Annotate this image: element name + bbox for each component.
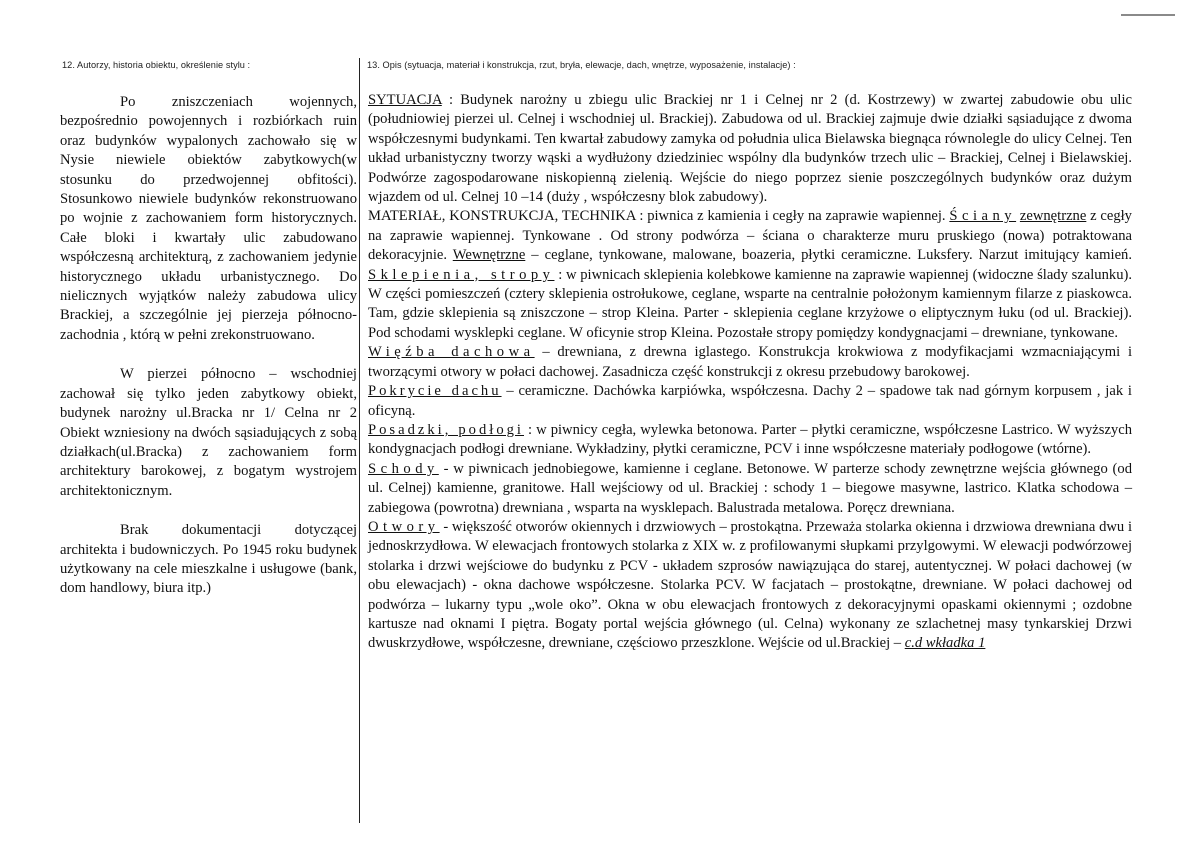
section-schody — [368, 460, 1132, 518]
schody-heading: Schody — [368, 460, 439, 477]
scan-edge-mark — [1121, 14, 1175, 16]
material-text-4: : w piwnicach sklepienia kolebkowe kamienne na zaprawie wapiennej (widoczne ślady szalunku). W części pomieszczeń (cztery sklepienia ostrołukowe, ceglane, wsparte na centralnie położonym kamiennym filarze z piaskowca. Tam, gdzie sklepienia są zniszczone – strop Kleina. Parter - sklepienia ceglane krzyżowe o eliptycznym łuku (od ul. Brackiej). Pod schodami wysklepki ceglane. W oficynie strop Kleina. Pozostałe stropy pomiędzy kondygnacjami – drewniane, tynkowane. — [368, 266, 1132, 341]
section-material — [368, 207, 1132, 343]
sciany-heading: Ściany — [949, 208, 1017, 225]
history-paragraph-1: Po zniszczeniach wojennych, bezpośrednio powojennych i rozbiórkach ruin oraz budynków wypalonych zachowało się w Nysie niewiele obiektów zabytkowych(w stosunku do przedwojennej obfitości). Stosunkowo niewiele budynków rekonstruowano po wojnie z zachowaniem form historycznych. Całe bloki i kwartały ulic zabudowano współczesną architekturą, z zachowaniem jedynie historycznego układu urbanistycznego. Do nielicznych wyjątków należy zabudowa ulicy Brackiej, a szczególnie jej pierzeja północno-zachodnia , którą w pełni zrekonstruowano. — [60, 94, 357, 343]
history-paragraph-3: Brak dokumentacji dotyczącej architekta i budowniczych. Po 1945 roku budynek użytkowany na cele mieszkalne i usługowe (bank, dom handlowy, biura itp.) — [60, 522, 357, 597]
sytuacja-text: : Budynek narożny u zbiegu ulic Brackiej nr 1 i Celnej nr 2 (d. Kostrzewy) w zwartej zabudowie obu ulic (południowiej pierzei ul. Celnej i wschodniej ul. Brackiej). Zabudowa od ul. Brackiej zajmuje dwie działki sąsiadujące z dwoma współczesnymi budynkami. Ten kwartał zabudowy zamyka od południa ulica Bielawska biegnąca równolegle do ulicy Celnej. Ten układ urbanistyczny tworzy wąski a wydłużony dziedziniec wspólny dla budynków trzech ulic – Brackiej, Celnej i Bielawskiej. Podwórze zagospodarowane niskopienną zielenią. Wejście do niego poprzez sienie poszczególnych budynków oraz dużym wjazdem od ul. Celnej 10 –14 (duży , współczesny blok zabudowy). — [368, 92, 1132, 206]
section-otwory — [368, 518, 1132, 654]
description-column — [368, 91, 1132, 654]
posadzki-text: : w piwnicy cegła, wylewka betonowa. Parter – płytki ceramiczne, współczesne Lastrico. W wyższych kondygnacjach podłogi drewniane. Wykładziny, płytki ceramiczne, PCV i inne współczesne materiały podłogowe (wtórne). — [368, 421, 1132, 458]
schody-text: - w piwnicach jednobiegowe, kamienne i ceglane. Betonowe. W parterze schody zewnętrzne wejścia głównego (od ul. Celnej) kamienne, granitowe. Hall wejściowy od ul. Brackiej : schody 1 – biegowe masywne, lastrico. Klatka schodowa – zabiegowa (powrotna) drewniana , wsparta na wysklepach. Balustrada metalowa. Poręcz drewniana. — [368, 460, 1132, 516]
sytuacja-heading: SYTUACJA — [368, 92, 442, 108]
column-divider — [359, 58, 360, 823]
pokrycie-heading: Pokrycie dachu — [368, 383, 502, 400]
section-pokrycie — [368, 382, 1132, 421]
wiezba-text: – drewniana, z drewna iglastego. Konstrukcja krokwiowa z modyfikacjami wzmacniającymi i tworzącymi otwory w połaci dachowej. Zasadnicza część konstrukcji z okresu przebudowy barokowej. — [368, 344, 1132, 380]
pokrycie-text: – ceramiczne. Dachówka karpiówka, współczesna. Dachy 2 – spadowe tak nad górnym korpusem , jak i oficyną. — [368, 383, 1132, 419]
right-column-header: 13. Opis (sytuacja, materiał i konstrukcja, rzut, bryła, elewacje, dach, wnętrze, wyposażenie, instalacje) : — [367, 60, 796, 70]
section-sytuacja — [368, 91, 1132, 207]
left-column-header: 12. Autorzy, historia obiektu, określenie stylu : — [62, 60, 251, 70]
material-heading: MATERIAŁ, KONSTRUKCJA, TECHNIKA : — [368, 208, 644, 225]
history-paragraph-2: W pierzei północno – wschodniej zachował się tylko jeden zabytkowy obiekt, budynek narożny ul.Bracka nr 1/ Celna nr 2 Obiekt wzniesiony na dwóch sąsiadujących z sobą działkach(ul.Bracka) z zachowaniem form architektury barokowej, z bogatym wystrojem architektonicznym. — [60, 366, 357, 499]
wiezba-heading: Więźba dachowa — [368, 344, 535, 361]
material-text-1: piwnica z kamienia i cegły na zaprawie wapiennej. — [643, 208, 950, 225]
material-text-3: – ceglane, tynkowane, malowane, boazeria, płytki ceramiczne. Luksfery. Narzut imitujący kamień. — [525, 247, 1132, 264]
wewnetrzne-heading: Wewnętrzne — [452, 247, 526, 264]
otwory-heading: Otwory — [368, 518, 440, 535]
section-posadzki — [368, 421, 1132, 460]
material-text-2: z cegły na zaprawie wapiennej. Tynkowane . Od strony podwórza – ściana o charakterze muru pruskiego (nowa) potraktowana dekoracyjnie. — [368, 208, 1132, 264]
sklepienia-heading: Sklepienia, stropy — [368, 266, 555, 283]
otwory-text: - większość otworów okiennych i drzwiowych – prostokątna. Przeważa stolarka okienna i drzwiowa drewniana dwu i jednoskrzydłowa. W elewacjach frontowych stolarka z XIX w. z profilowanymi słupkami przylgowymi. W elewacji podwórzowej stolarka i drzwi wejściowe do budynku z PCV - układem szprosów nawiązująca do starej, autentycznej. W połaci dachowej (w obu elewacjach) - okna dachowe współczesne. Stolarka PCV. W facjatach – prostokątne, drewniane. W połaci dachowej od podwórza – lukarny typu „wole oko”. Okna w obu elewacjach frontowych z dekoracyjnymi opaskami okiennymi ; ozdobne kartusze nad oknami I piętra. Bogaty portal wejścia głównego (ul. Celna) wykonany ze szlachetnej masy tynkarskiej Drzwi dwuskrzydłowe, współczesne, drewniane, częściowo przeszklone. Wejście od ul.Brackiej – — [368, 518, 1132, 652]
history-column — [60, 93, 357, 599]
continuation-note: c.d wkładka 1 — [904, 635, 986, 652]
posadzki-heading: Posadzki, podłogi — [368, 421, 524, 438]
zewnetrzne-heading: zewnętrzne — [1019, 208, 1087, 225]
section-wiezba — [368, 343, 1132, 382]
